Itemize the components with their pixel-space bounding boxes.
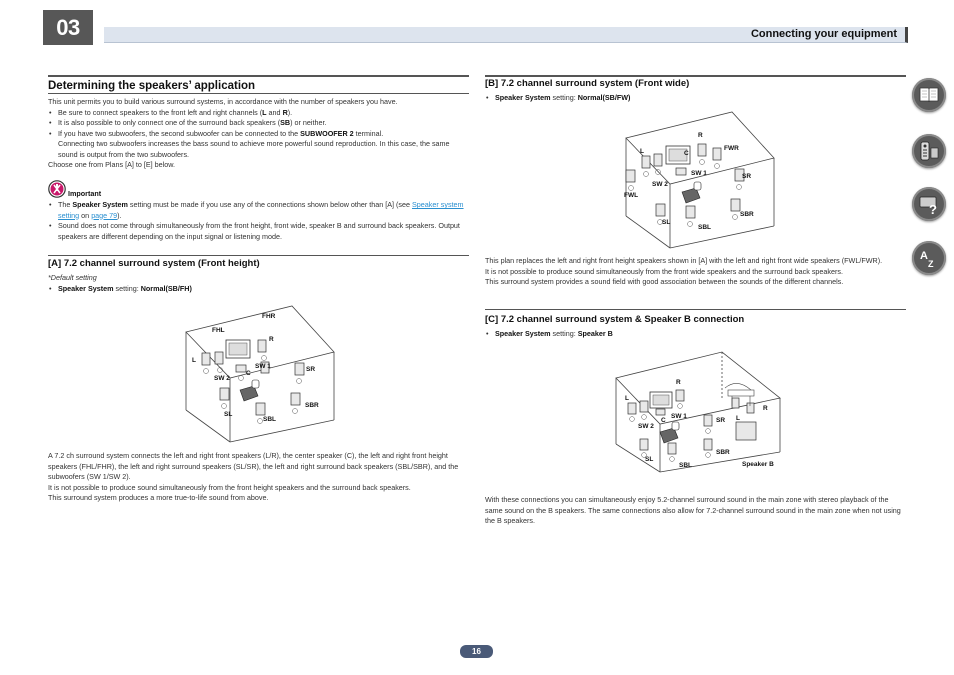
svg-text:SL: SL bbox=[224, 411, 233, 418]
section-a-setting: • Speaker System setting: Normal(SB/FH) bbox=[48, 284, 192, 295]
diagram-front-wide bbox=[620, 108, 780, 250]
section-b-title: [B] 7.2 channel surround system (Front wide) bbox=[485, 78, 690, 89]
svg-text:SL: SL bbox=[645, 456, 654, 463]
svg-text:SW 1: SW 1 bbox=[671, 413, 687, 420]
svg-text:SBL: SBL bbox=[263, 416, 276, 423]
svg-text:C: C bbox=[684, 150, 689, 157]
svg-text:C: C bbox=[246, 370, 251, 377]
section-a-rule bbox=[48, 255, 469, 256]
svg-text:SW 2: SW 2 bbox=[638, 423, 654, 430]
section-title: Connecting your equipment bbox=[750, 28, 897, 40]
svg-text:R: R bbox=[269, 336, 274, 343]
svg-text:SBL: SBL bbox=[698, 224, 711, 231]
intro-block bbox=[48, 97, 469, 171]
page-79-link[interactable]: page 79 bbox=[91, 210, 118, 220]
section-header-bar bbox=[104, 27, 908, 43]
section-c-rule bbox=[485, 309, 906, 310]
title-rule bbox=[48, 75, 469, 77]
important-label: Important bbox=[68, 189, 102, 198]
svg-text:L: L bbox=[640, 148, 644, 155]
svg-text:SW 2: SW 2 bbox=[214, 375, 230, 382]
diagram-front-height bbox=[180, 302, 340, 444]
intro-text: This unit permits you to build various surround systems, in accordance with the number of speakers you have. bbox=[48, 97, 398, 106]
svg-text:SW 2: SW 2 bbox=[652, 181, 668, 188]
title-underline bbox=[48, 93, 469, 94]
svg-text:?: ? bbox=[929, 202, 937, 215]
svg-text:SL: SL bbox=[662, 219, 671, 226]
chapter-number: 03 bbox=[43, 10, 93, 45]
important-icon bbox=[48, 180, 66, 198]
book-icon[interactable] bbox=[912, 78, 946, 112]
speaker-system-setting-link[interactable]: Speaker system setting bbox=[58, 200, 464, 220]
svg-text:L: L bbox=[736, 415, 740, 422]
section-b-description: This plan replaces the left and right front height speakers shown in [A] with the left and right front wide speakers (FWL/FWR). It is not possible to produce sound simultaneously from the front wide speakers and the surround back speakers. This surround system provides a sound field with good association between the sounds of the different channels. bbox=[485, 256, 883, 286]
bullet-surround-back: • It is also possible to only connect one of the surround back speakers (SB) or neither. bbox=[48, 118, 469, 129]
section-a-description: A 7.2 ch surround system connects the left and right front speakers (L/R), the center speaker (C), the left and right front height speakers (FHL/FHR), the left and right surround speakers (SL/SR), the left and right surround back speakers (SBL/SBR), and the subwoofers (SW 1/SW 2). It is not possible to produce sound simultaneously from the front height speakers and the surround back speakers. This surround system produces a more true-to-life sound from above. bbox=[48, 451, 459, 502]
svg-text:R: R bbox=[763, 405, 768, 412]
svg-text:A: A bbox=[920, 250, 928, 262]
svg-text:FHR: FHR bbox=[262, 313, 276, 320]
svg-text:SR: SR bbox=[716, 417, 726, 424]
choose-plan-text: Choose one from Plans [A] to [E] below. bbox=[48, 160, 176, 169]
section-b-setting: • Speaker System setting: Normal(SB/FW) bbox=[485, 93, 630, 104]
svg-text:SW 1: SW 1 bbox=[255, 363, 271, 370]
remote-icon[interactable] bbox=[912, 134, 946, 168]
svg-text:SBR: SBR bbox=[305, 402, 319, 409]
svg-text:FHL: FHL bbox=[212, 327, 225, 334]
section-c-setting: • Speaker System setting: Speaker B bbox=[485, 329, 613, 340]
diagram-speaker-b bbox=[610, 348, 786, 473]
svg-text:L: L bbox=[192, 357, 196, 364]
section-c-description: With these connections you can simultaneously enjoy 5.2-channel surround sound in the main zone with stereo playback of the same sound on the B speakers. The same connections also allow for 7.2-channel surround sound in the main zone when not using the B speakers. bbox=[485, 495, 901, 525]
svg-text:SW 1: SW 1 bbox=[691, 170, 707, 177]
important-bullet-2: • Sound does not come through simultaneously from the front height, front wide, speaker B and surround back speakers. Output speakers are different depending on the input signal or listening mode. bbox=[48, 221, 469, 242]
svg-text:FWR: FWR bbox=[724, 145, 739, 152]
svg-text:Speaker B: Speaker B bbox=[742, 461, 774, 468]
section-b-rule bbox=[485, 75, 906, 77]
svg-text:SR: SR bbox=[306, 366, 316, 373]
svg-text:SR: SR bbox=[742, 173, 752, 180]
important-block bbox=[48, 200, 469, 242]
svg-text:C: C bbox=[661, 417, 666, 424]
svg-text:SBL: SBL bbox=[679, 462, 692, 469]
svg-text:FWL: FWL bbox=[624, 192, 639, 199]
page-number: 16 bbox=[460, 645, 493, 658]
default-setting-note: *Default setting bbox=[48, 273, 97, 282]
svg-text:SBR: SBR bbox=[716, 449, 730, 456]
svg-text:SBR: SBR bbox=[740, 211, 754, 218]
bullet-front-speakers: • Be sure to connect speakers to the front left and right channels (L and R). bbox=[48, 108, 469, 119]
glossary-icon[interactable] bbox=[912, 241, 946, 275]
important-bullet-1: • The Speaker System setting must be made if you use any of the connections shown below other than [A] (see Speaker system setting on page 79). bbox=[48, 200, 469, 221]
svg-text:R: R bbox=[698, 132, 703, 139]
bullet-subwoofers: • If you have two subwoofers, the second subwoofer can be connected to the SUBWOOFER 2 terminal. Connecting two subwoofers increases the bass sound to achieve more powerful sound reproduction. In this case, the same sound is output from the two subwoofers. bbox=[48, 129, 469, 161]
svg-text:Z: Z bbox=[928, 259, 934, 269]
section-c-title: [C] 7.2 channel surround system & Speaker B connection bbox=[485, 314, 745, 325]
svg-text:R: R bbox=[676, 379, 681, 386]
page-title: Determining the speakers’ application bbox=[48, 80, 256, 92]
faq-icon[interactable] bbox=[912, 187, 946, 221]
svg-text:L: L bbox=[625, 395, 629, 402]
section-a-title: [A] 7.2 channel surround system (Front height) bbox=[48, 258, 260, 269]
